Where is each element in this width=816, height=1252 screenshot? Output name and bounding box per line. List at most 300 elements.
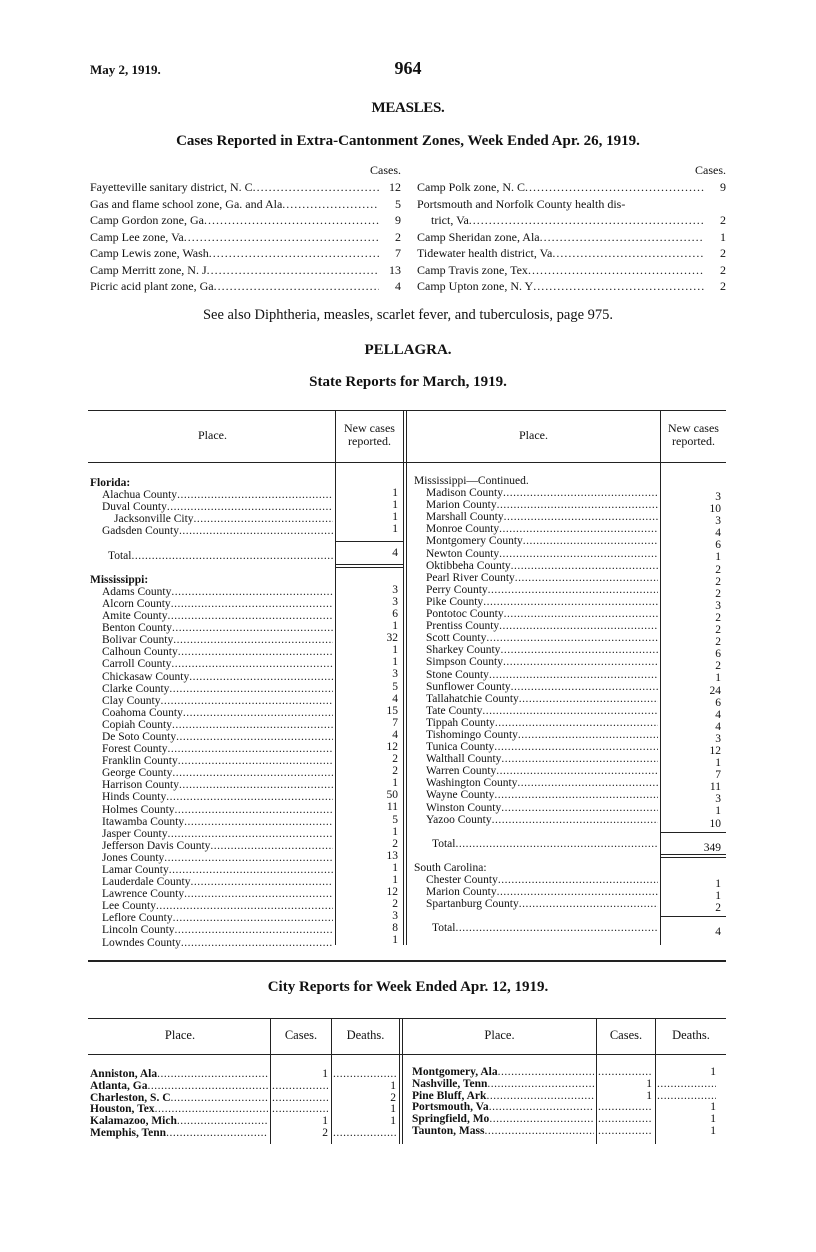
- new-cases-value: 1: [392, 499, 398, 512]
- state-heading: [90, 537, 333, 549]
- leader-dots: [486, 1091, 594, 1103]
- leader-dots: [552, 245, 704, 262]
- place-row: [414, 656, 658, 668]
- city-row: [412, 1079, 594, 1091]
- place-name: Total: [432, 837, 456, 850]
- place-name: Jones County: [102, 851, 165, 864]
- zone-cases: 2: [720, 213, 726, 227]
- place-row: [90, 646, 333, 658]
- state-heading: [414, 910, 658, 922]
- place-row: [414, 572, 658, 584]
- new-cases-value: 3: [715, 515, 721, 528]
- leader-dots: [179, 525, 333, 537]
- place-name: Jefferson Davis County: [102, 839, 211, 852]
- new-cases-value: [336, 560, 398, 572]
- measles-row: [417, 245, 726, 262]
- state-reports-title: State Reports for March, 1919.: [309, 374, 507, 390]
- leader-dots: [175, 924, 333, 936]
- leader-dots: [540, 229, 704, 246]
- new-cases-value: 11: [386, 801, 398, 814]
- city-deaths: 1: [710, 1067, 716, 1078]
- leader-dots: [625, 196, 704, 213]
- city-deaths: [333, 1069, 396, 1081]
- city-table-top-rule: [88, 1018, 726, 1019]
- place-row: [414, 729, 658, 741]
- city-name: Memphis, Tenn: [90, 1126, 167, 1139]
- place-row: [90, 586, 333, 598]
- place-name: Mississippi—Continued.: [414, 475, 529, 487]
- place-row: [90, 816, 333, 828]
- city-cases: [598, 1102, 652, 1114]
- zone-name: Camp Lee zone, Va: [90, 229, 184, 244]
- place-name: Carroll County: [102, 658, 172, 671]
- measles-title: MEASLES.: [371, 100, 445, 116]
- place-row: [90, 719, 333, 731]
- zone-cases: 9: [395, 213, 401, 227]
- state-col-place: Place.: [198, 428, 227, 442]
- leader-dots: [167, 828, 333, 840]
- leader-dots: [486, 632, 658, 644]
- city-name: Springfield, Mo: [412, 1113, 490, 1126]
- leader-dots: [178, 646, 333, 658]
- leader-dots: [171, 1093, 268, 1105]
- state-col-new-cases: New cases reported.: [668, 421, 719, 448]
- city-table-header-rule: [88, 1054, 726, 1055]
- state-heading: [414, 862, 658, 874]
- place-row: [90, 828, 333, 840]
- new-cases-value: 10: [709, 503, 721, 516]
- new-cases-value: 24: [709, 684, 721, 697]
- leader-dots: [503, 487, 658, 499]
- leader-dots: [214, 278, 379, 295]
- place-row: [414, 584, 658, 596]
- place-row: [414, 523, 658, 535]
- new-cases-value: 2: [715, 636, 721, 649]
- place-row: [90, 683, 333, 695]
- place-name: Prentiss County: [426, 620, 500, 633]
- leader-dots: [492, 814, 658, 826]
- total-rule: [661, 854, 726, 855]
- place-row: [414, 608, 658, 620]
- leader-dots: [184, 888, 333, 900]
- leader-dots: [500, 644, 658, 656]
- city-deaths: [333, 1128, 396, 1140]
- place-row: [90, 622, 333, 634]
- total-rule: [661, 916, 726, 917]
- place-row: [90, 804, 333, 816]
- leader-dots: [171, 598, 333, 610]
- total-rule: [336, 567, 403, 568]
- zone-name: Tidewater health district, Va: [417, 246, 553, 260]
- city-reports-title: City Reports for Week Ended Apr. 12, 1919.: [267, 979, 549, 995]
- leader-dots: [511, 560, 658, 572]
- city-row: [90, 1081, 268, 1093]
- city-deaths: 2: [390, 1092, 396, 1104]
- place-row: [414, 741, 658, 753]
- city-row: [412, 1126, 594, 1138]
- place-row: [414, 644, 658, 656]
- place-name: Alachua County: [102, 489, 178, 502]
- new-cases-value: [336, 572, 398, 584]
- city-deaths: 1: [390, 1116, 396, 1128]
- place-name: Wayne County: [426, 789, 495, 802]
- new-cases-value: 1: [392, 825, 398, 838]
- new-cases-value: 4: [715, 527, 721, 540]
- place-row: [90, 489, 333, 501]
- zone-cases: 12: [389, 180, 401, 194]
- measles-left-column: [90, 163, 401, 295]
- place-row: [90, 671, 333, 683]
- measles-right-list: [417, 179, 726, 295]
- place-name: Lauderdale County: [102, 876, 191, 889]
- leader-dots: [494, 741, 658, 753]
- city-cases: 1: [646, 1078, 652, 1090]
- city-col-cases: Cases.: [284, 1028, 318, 1042]
- zone-cases: 5: [395, 196, 401, 211]
- place-name: Marshall County: [426, 511, 504, 524]
- new-cases-value: 1: [392, 874, 398, 886]
- leader-dots: [178, 755, 333, 767]
- city-left-places: [90, 1069, 268, 1140]
- leader-dots: [184, 229, 379, 246]
- new-cases-value: 3: [392, 583, 398, 596]
- leader-dots: [194, 513, 333, 525]
- place-row: [90, 755, 333, 767]
- city-deaths: 1: [390, 1104, 396, 1116]
- leader-dots: [495, 717, 658, 729]
- place-row: [414, 511, 658, 523]
- leader-dots: [173, 912, 333, 924]
- city-cases: [598, 1114, 652, 1126]
- place-name: Harrison County: [102, 779, 179, 792]
- place-name: Spartanburg County: [426, 898, 519, 911]
- new-cases-value: 5: [392, 813, 398, 826]
- new-cases-value: 1: [392, 777, 398, 790]
- place-row: [414, 717, 658, 729]
- leader-dots: [177, 489, 333, 501]
- state-col-place: Place.: [519, 428, 548, 442]
- new-cases-value: 1: [392, 934, 398, 947]
- new-cases-value: 1: [392, 644, 398, 657]
- measles-row: [417, 212, 726, 229]
- place-name: Walthall County: [426, 753, 502, 766]
- new-cases-value: 4: [715, 708, 721, 721]
- place-row: [90, 695, 333, 707]
- zone-name: Camp Polk zone, N. C: [417, 180, 525, 194]
- measles-row: [417, 179, 726, 196]
- leader-dots: [523, 535, 658, 547]
- state-table-divider: [406, 410, 407, 945]
- place-row: [90, 924, 333, 936]
- zone-name: trict, Va: [431, 213, 469, 227]
- zone-name: Picric acid plant zone, Ga: [90, 279, 214, 293]
- city-left-cases: [272, 1069, 328, 1140]
- place-name: Bolivar County: [102, 634, 174, 647]
- place-name: Madison County: [426, 487, 503, 500]
- measles-row: [90, 278, 401, 295]
- place-name: Pearl River County: [426, 571, 515, 584]
- measles-row: [90, 245, 401, 262]
- place-name: Pontotoc County: [426, 608, 504, 621]
- place-name: Lamar County: [102, 864, 169, 876]
- leader-dots: [204, 212, 379, 229]
- place-row: [90, 779, 333, 791]
- city-name: Nashville, Tenn: [412, 1077, 488, 1090]
- place-row: [90, 791, 333, 803]
- place-name: Washington County: [426, 777, 518, 790]
- place-name: Marion County: [426, 499, 497, 512]
- place-name: Marion County: [426, 886, 497, 899]
- zone-cases: 2: [395, 229, 401, 244]
- leader-dots: [517, 777, 658, 789]
- measles-row: [90, 229, 401, 246]
- leader-dots: [253, 179, 379, 196]
- place-name: Florida:: [90, 477, 131, 489]
- city-col-cases: Cases.: [609, 1028, 643, 1042]
- leader-dots: [497, 886, 658, 898]
- new-cases-value: 1: [715, 890, 721, 903]
- new-cases-value: 10: [709, 817, 721, 830]
- leader-dots: [488, 584, 658, 596]
- new-cases-value: 3: [392, 595, 398, 608]
- new-cases-value: 7: [715, 769, 721, 782]
- place-name: Franklin County: [102, 755, 178, 768]
- leader-dots: [528, 262, 704, 279]
- state-heading: [90, 477, 333, 489]
- place-name: George County: [102, 767, 173, 780]
- leader-dots: [157, 1069, 268, 1081]
- city-table-divider: [399, 1018, 400, 1144]
- measles-row: [90, 196, 401, 213]
- new-cases-value: 2: [392, 898, 398, 911]
- place-name: Clarke County: [102, 682, 170, 695]
- zone-cases: 4: [395, 279, 401, 293]
- place-row: [414, 874, 658, 886]
- place-row: [90, 525, 333, 537]
- place-row: [414, 789, 658, 801]
- place-name: Sunflower County: [426, 680, 511, 693]
- place-name: Tate County: [426, 704, 483, 717]
- cases-header: Cases.: [695, 163, 726, 177]
- place-row: [90, 888, 333, 900]
- leader-dots: [172, 767, 333, 779]
- place-name: Oktibbeha County: [426, 559, 511, 572]
- leader-dots: [131, 550, 333, 562]
- measles-row: [417, 262, 726, 279]
- place-row: [90, 743, 333, 755]
- leader-dots: [209, 245, 379, 262]
- city-right-places: [412, 1067, 594, 1138]
- place-row: [90, 731, 333, 743]
- place-name: Total: [108, 549, 132, 562]
- new-cases-value: [661, 854, 721, 866]
- city-name: Taunton, Mass: [412, 1124, 485, 1137]
- section-rule: [88, 960, 726, 962]
- place-name: Tippah County: [426, 716, 495, 729]
- page-date: May 2, 1919.: [90, 62, 161, 77]
- measles-row: [90, 179, 401, 196]
- zone-name: Camp Upton zone, N. Y: [417, 279, 534, 293]
- leader-dots: [166, 791, 333, 803]
- city-deaths: [657, 1091, 716, 1103]
- new-cases-value: 8: [392, 922, 398, 935]
- place-name: Adams County: [102, 585, 172, 598]
- place-row: [414, 765, 658, 777]
- zone-cases: 1: [720, 229, 726, 244]
- place-name: Yazoo County: [426, 813, 492, 826]
- measles-right-column: [417, 163, 726, 295]
- state-table-top-rule: [88, 410, 726, 411]
- place-name: Coahoma County: [102, 706, 183, 719]
- place-name: Clay County: [102, 694, 161, 707]
- leader-dots: [515, 572, 658, 584]
- leader-dots: [176, 731, 333, 743]
- city-cases: 1: [322, 1116, 328, 1128]
- leader-dots: [169, 864, 333, 876]
- place-name: Tunica County: [426, 741, 495, 754]
- leader-dots: [519, 898, 658, 910]
- place-row: [90, 912, 333, 924]
- leader-dots: [189, 671, 333, 683]
- city-name: Portsmouth, Va: [412, 1101, 489, 1114]
- new-cases-value: 1: [392, 487, 398, 499]
- leader-dots: [183, 707, 333, 719]
- leader-dots: [499, 548, 658, 560]
- new-cases-value: 3: [715, 793, 721, 806]
- zone-name: Camp Travis zone, Tex: [417, 262, 528, 277]
- leader-dots: [164, 852, 333, 864]
- leader-dots: [172, 719, 333, 731]
- new-cases-value: 12: [386, 886, 398, 899]
- city-deaths: 1: [390, 1080, 396, 1092]
- page-number: 964: [394, 58, 422, 78]
- state-left-places: [90, 477, 333, 949]
- new-cases-value: 2: [715, 563, 721, 576]
- new-cases-value: 3: [392, 668, 398, 681]
- place-name: Monroe County: [426, 523, 500, 536]
- place-name: Jasper County: [102, 827, 168, 840]
- zone-cases: [704, 196, 726, 213]
- place-name: Lincoln County: [102, 924, 175, 937]
- city-name: Pine Bluff, Ark: [412, 1089, 487, 1102]
- state-heading: [90, 574, 333, 586]
- place-row: [414, 814, 658, 826]
- state-table-divider: [403, 410, 404, 945]
- leader-dots: [498, 874, 658, 886]
- leader-dots: [494, 789, 658, 801]
- leader-dots: [487, 1079, 594, 1091]
- place-row: [90, 900, 333, 912]
- new-cases-value: 4: [715, 926, 721, 939]
- place-name: Duval County: [102, 501, 167, 514]
- city-cases: [598, 1067, 652, 1079]
- place-name: De Soto County: [102, 730, 177, 743]
- leader-dots: [489, 669, 658, 681]
- place-name: Warren County: [426, 765, 497, 778]
- new-cases-value: 2: [392, 837, 398, 850]
- place-name: Simpson County: [426, 656, 504, 669]
- new-cases-value: 2: [715, 575, 721, 588]
- new-cases-value: 7: [392, 716, 398, 729]
- leader-dots: [210, 840, 333, 852]
- place-name: Alcorn County: [102, 597, 171, 610]
- place-row: [414, 499, 658, 511]
- leader-dots: [511, 681, 658, 693]
- state-col-new-cases: New cases reported.: [344, 421, 395, 448]
- leader-dots: [177, 1116, 268, 1128]
- leader-dots: [489, 1114, 594, 1126]
- place-row: [414, 898, 658, 910]
- place-name: Copiah County: [102, 718, 172, 731]
- new-cases-value: 2: [715, 611, 721, 624]
- pellagra-title: PELLAGRA.: [364, 342, 452, 358]
- state-heading: [414, 475, 658, 487]
- new-cases-value: 3: [715, 599, 721, 612]
- place-name: Stone County: [426, 668, 489, 681]
- city-col-deaths: Deaths.: [346, 1028, 385, 1042]
- state-table-header-rule: [88, 462, 726, 463]
- leader-dots: [497, 499, 658, 511]
- state-right-places: [414, 475, 658, 935]
- measles-left-list: [90, 179, 401, 295]
- zone-cases: 7: [395, 246, 401, 260]
- place-name: Hinds County: [102, 791, 167, 804]
- place-name: Winston County: [426, 801, 502, 814]
- city-name: Anniston, Ala: [90, 1068, 158, 1080]
- state-heading: [90, 562, 333, 574]
- leader-dots: [169, 683, 333, 695]
- measles-row: [417, 229, 726, 246]
- leader-dots: [489, 1102, 594, 1114]
- measles-row: [90, 212, 401, 229]
- place-name: Sharkey County: [426, 644, 501, 657]
- place-name: Perry County: [426, 583, 488, 596]
- new-cases-value: 2: [715, 587, 721, 600]
- leader-dots: [455, 838, 658, 850]
- place-row: [414, 596, 658, 608]
- new-cases-value: 5: [392, 680, 398, 693]
- place-name: Total: [432, 922, 456, 935]
- leader-dots: [282, 196, 379, 213]
- city-cases: [272, 1093, 328, 1105]
- city-deaths: 1: [710, 1102, 716, 1114]
- place-row: [414, 535, 658, 547]
- new-cases-value: 32: [386, 632, 398, 645]
- city-name: Houston, Tex: [90, 1103, 155, 1116]
- total-rule: [661, 832, 726, 833]
- new-cases-value: 349: [703, 841, 721, 854]
- place-row: [90, 937, 333, 949]
- new-cases-value: 6: [715, 539, 721, 552]
- new-cases-value: 3: [392, 910, 398, 923]
- leader-dots: [175, 804, 333, 816]
- city-deaths: [657, 1079, 716, 1091]
- place-row: [90, 550, 333, 562]
- place-name: Scott County: [426, 632, 487, 645]
- place-row: [90, 840, 333, 852]
- city-cases: [272, 1104, 328, 1116]
- leader-dots: [148, 1081, 269, 1093]
- leader-dots: [160, 695, 333, 707]
- place-row: [414, 922, 658, 934]
- leader-dots: [168, 743, 334, 755]
- state-right-values: [661, 491, 721, 938]
- new-cases-value: 13: [386, 849, 398, 862]
- leader-dots: [173, 634, 333, 646]
- place-name: Tallahatchie County: [426, 692, 519, 705]
- new-cases-value: 2: [715, 660, 721, 673]
- cases-header: Cases.: [370, 163, 401, 177]
